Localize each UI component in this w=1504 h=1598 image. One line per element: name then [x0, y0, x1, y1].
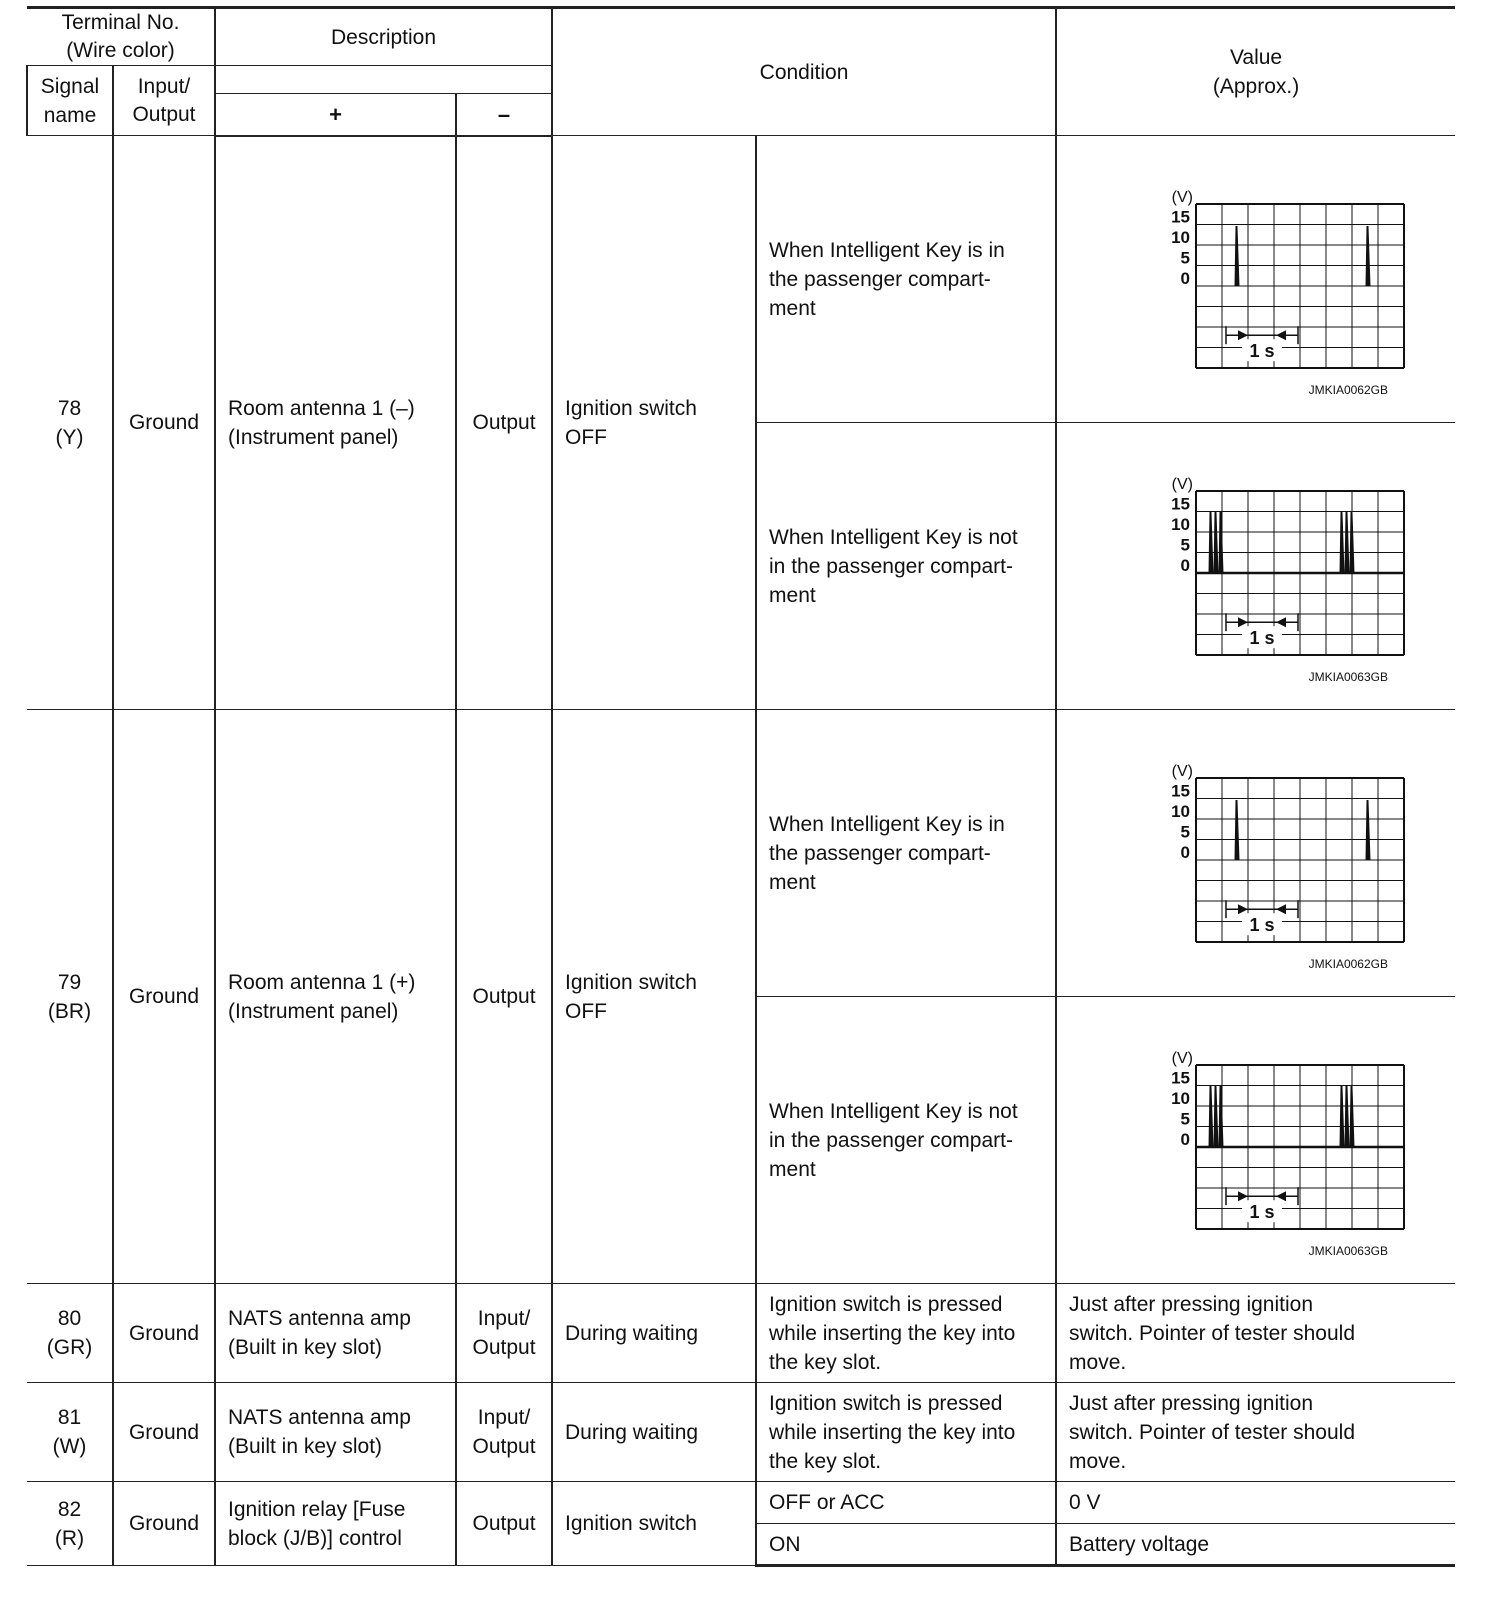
ground-79: Ground: [113, 710, 215, 1284]
axis-tick-0: 0: [1180, 842, 1191, 862]
arrow-right-icon: [1238, 330, 1248, 340]
figure-code: JMKIA0063GB: [1308, 1244, 1389, 1258]
terminal-80: 80 (GR): [27, 1284, 113, 1383]
waveform-graph: [1106, 1035, 1406, 1258]
period-label: 1 s: [1249, 628, 1275, 649]
condition-79: Ignition switch OFF: [552, 710, 756, 1284]
ground-81: Ground: [113, 1383, 215, 1482]
unit-label: (V): [1171, 476, 1194, 493]
sub-condition-79-not-in: When Intelligent Key is not in the passenger compart- ment: [756, 997, 1056, 1284]
sub-condition-78-not-in: When Intelligent Key is not in the passenger compart- ment: [756, 423, 1056, 710]
sub-condition-78-in: When Intelligent Key is in the passenger compart- ment: [756, 136, 1056, 423]
signal-name-78: Room antenna 1 (–) (Instrument panel): [215, 136, 456, 710]
axis-tick-10: 10: [1171, 514, 1191, 534]
pulse-mark: [1214, 513, 1218, 573]
axis-tick-15: 15: [1171, 781, 1191, 801]
condition-81: During waiting: [552, 1383, 756, 1482]
axis-tick-5: 5: [1180, 535, 1191, 555]
arrow-left-icon: [1276, 330, 1286, 340]
header-terminal-no: Terminal No. (Wire color): [27, 8, 215, 66]
signal-name-79: Room antenna 1 (+) (Instrument panel): [215, 710, 456, 1284]
condition-78: Ignition switch OFF: [552, 136, 756, 710]
axis-tick-0: 0: [1180, 555, 1191, 575]
axis-tick-0: 0: [1180, 268, 1191, 288]
axis-tick-10: 10: [1171, 801, 1191, 821]
axis-tick-0: 0: [1180, 1129, 1191, 1149]
io-79: Output: [456, 710, 552, 1284]
pulse-mark: [1366, 227, 1370, 286]
arrow-right-icon: [1238, 1191, 1248, 1201]
sub-condition-82-on: ON: [756, 1524, 1056, 1566]
condition-82: Ignition switch: [552, 1482, 756, 1566]
pulse-mark: [1350, 513, 1354, 573]
pulse-mark: [1345, 1087, 1349, 1147]
pulse-mark: [1340, 1087, 1344, 1147]
arrow-right-icon: [1238, 617, 1248, 627]
unit-label: (V): [1171, 1050, 1194, 1067]
signal-name-81: NATS antenna amp (Built in key slot): [215, 1383, 456, 1482]
unit-label: (V): [1171, 763, 1194, 780]
sub-condition-82-off: OFF or ACC: [756, 1482, 1056, 1524]
header-description: Description: [215, 8, 552, 66]
axis-tick-15: 15: [1171, 494, 1191, 514]
ground-80: Ground: [113, 1284, 215, 1383]
arrow-left-icon: [1276, 1191, 1286, 1201]
axis-tick-10: 10: [1171, 227, 1191, 247]
waveform-cell: [1056, 423, 1455, 710]
figure-code: JMKIA0062GB: [1308, 957, 1389, 971]
axis-tick-5: 5: [1180, 822, 1191, 842]
waveform-cell: [1056, 997, 1455, 1284]
arrow-right-icon: [1238, 904, 1248, 914]
header-minus: –: [456, 94, 552, 136]
pulse-mark: [1340, 513, 1344, 573]
waveform-cell: [1056, 136, 1455, 423]
pulse-mark: [1209, 513, 1213, 573]
value-80: Just after pressing ignition switch. Pointer of tester should move.: [1056, 1284, 1455, 1383]
pulse-mark: [1235, 801, 1239, 860]
terminal-spec-table: [26, 6, 1455, 1567]
io-81: Input/ Output: [456, 1383, 552, 1482]
arrow-left-icon: [1276, 617, 1286, 627]
terminal-79: 79 (BR): [27, 710, 113, 1284]
sub-condition-80: Ignition switch is pressed while inserting the key into the key slot.: [756, 1284, 1056, 1383]
arrow-left-icon: [1276, 904, 1286, 914]
signal-name-82: Ignition relay [Fuse block (J/B)] control: [215, 1482, 456, 1566]
ground-78: Ground: [113, 136, 215, 710]
header-signal-name: Signal name: [27, 66, 113, 136]
header-value: Value (Approx.): [1056, 8, 1455, 136]
pulse-mark: [1345, 513, 1349, 573]
value-81: Just after pressing ignition switch. Pointer of tester should move.: [1056, 1383, 1455, 1482]
io-80: Input/ Output: [456, 1284, 552, 1383]
waveform-graph: [1106, 748, 1406, 971]
io-82: Output: [456, 1482, 552, 1566]
sub-condition-79-in: When Intelligent Key is in the passenger compart- ment: [756, 710, 1056, 997]
terminal-81: 81 (W): [27, 1383, 113, 1482]
axis-tick-10: 10: [1171, 1088, 1191, 1108]
figure-code: JMKIA0062GB: [1308, 383, 1389, 397]
period-label: 1 s: [1249, 341, 1275, 362]
condition-80: During waiting: [552, 1284, 756, 1383]
axis-tick-5: 5: [1180, 1109, 1191, 1129]
period-label: 1 s: [1249, 915, 1275, 936]
sub-condition-81: Ignition switch is pressed while inserting the key into the key slot.: [756, 1383, 1056, 1482]
pulse-mark: [1235, 227, 1239, 286]
io-78: Output: [456, 136, 552, 710]
value-82-off: 0 V: [1056, 1482, 1455, 1524]
unit-label: (V): [1171, 189, 1194, 206]
pulse-mark: [1366, 801, 1370, 860]
figure-code: JMKIA0063GB: [1308, 670, 1389, 684]
pulse-mark: [1350, 1087, 1354, 1147]
waveform-graph: [1106, 174, 1406, 397]
header-plus: +: [215, 94, 456, 136]
terminal-82: 82 (R): [27, 1482, 113, 1566]
axis-tick-15: 15: [1171, 1068, 1191, 1088]
pulse-mark: [1214, 1087, 1218, 1147]
period-label: 1 s: [1249, 1202, 1275, 1223]
header-input-output: Input/ Output: [113, 66, 215, 136]
header-condition: Condition: [552, 8, 1056, 136]
signal-name-80: NATS antenna amp (Built in key slot): [215, 1284, 456, 1383]
value-82-on: Battery voltage: [1056, 1524, 1455, 1566]
ground-82: Ground: [113, 1482, 215, 1566]
waveform-graph: [1106, 461, 1406, 684]
waveform-cell: [1056, 710, 1455, 997]
terminal-78: 78 (Y): [27, 136, 113, 710]
pulse-mark: [1209, 1087, 1213, 1147]
axis-tick-5: 5: [1180, 248, 1191, 268]
axis-tick-15: 15: [1171, 207, 1191, 227]
